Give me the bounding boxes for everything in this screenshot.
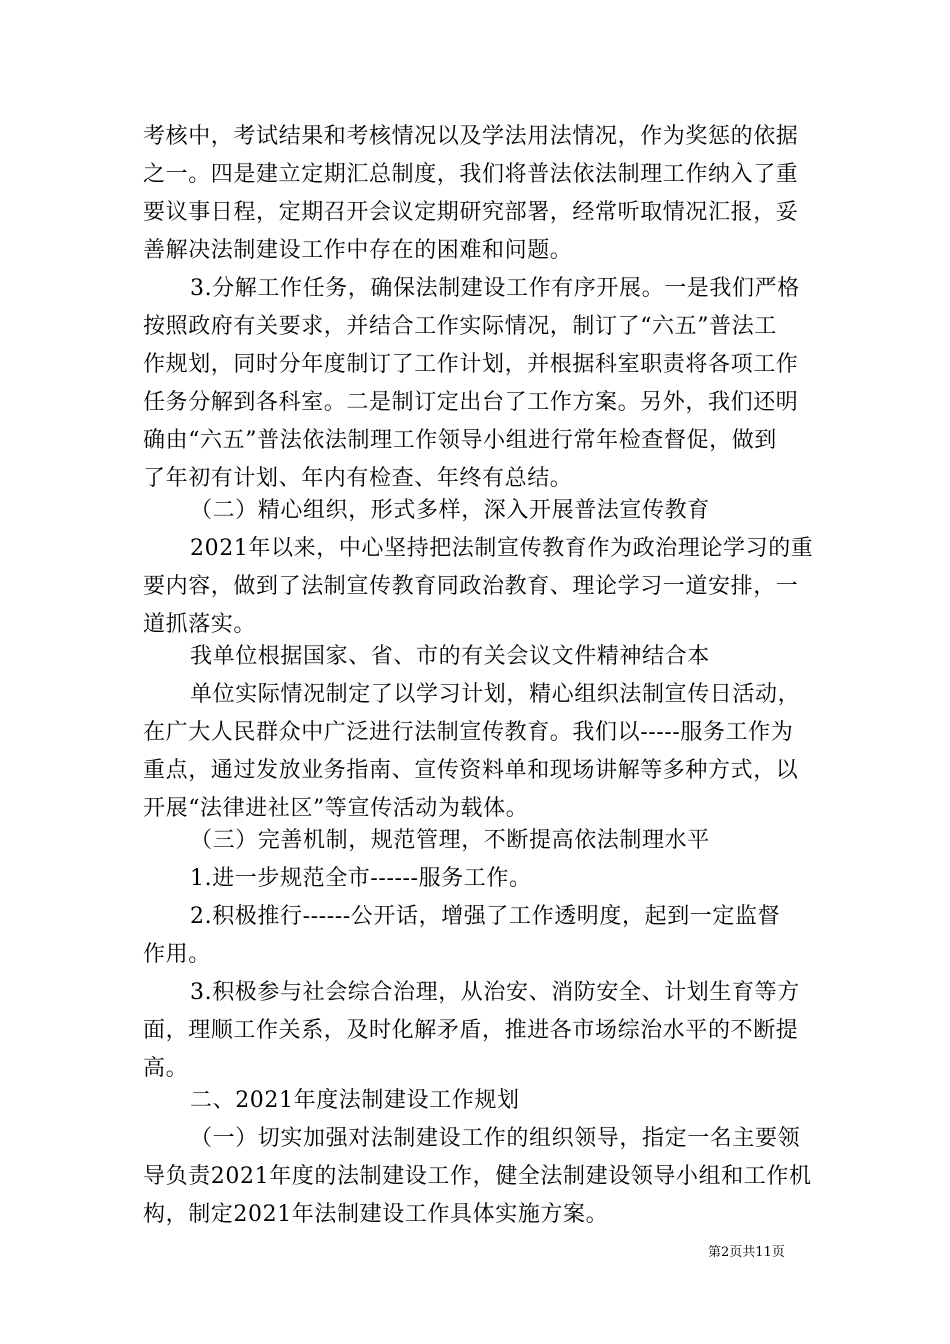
section-heading: 二、2021年度法制建设工作规划: [190, 1088, 520, 1113]
section-heading: （二）精心组织，形式多样，深入开展普法宣传教育: [190, 498, 710, 523]
text-line: 重点，通过发放业务指南、宣传资料单和现场讲解等多种方式，以: [143, 758, 799, 783]
text-line: 导负责2021年度的法制建设工作，健全法制建设领导小组和工作机: [143, 1164, 812, 1189]
paragraph-start: 单位实际情况制定了以学习计划，精心组织法制宣传日活动，: [190, 682, 801, 707]
section-heading: （三）完善机制，规范管理，不断提高依法制理水平: [190, 828, 710, 853]
text-line: 任务分解到各科室。二是制订定出台了工作方案。另外，我们还明: [143, 390, 799, 415]
text-line: 之一。四是建立定期汇总制度，我们将普法依法制理工作纳入了重: [143, 162, 799, 187]
list-item: 3.积极参与社会综合治理，从治安、消防安全、计划生育等方: [190, 980, 800, 1005]
text-line: 开展“法律进社区”等宣传活动为载体。: [143, 796, 529, 821]
text-line: 按照政府有关要求，并结合工作实际情况，制订了“六五”普法工: [143, 314, 777, 339]
text-line: 道抓落实。: [143, 612, 257, 637]
text-line: 构，制定2021年法制建设工作具体实施方案。: [143, 1202, 609, 1227]
text-line: 要内容，做到了法制宣传教育同政治教育、理论学习一道安排，一: [143, 574, 799, 599]
text-line: 确由“六五”普法依法制理工作领导小组进行常年检查督促，做到: [143, 428, 777, 453]
text-line: 高。: [143, 1056, 189, 1081]
text-line: 面，理顺工作关系，及时化解矛盾，推进各市场综治水平的不断提: [143, 1018, 799, 1043]
text-line: 了年初有计划、年内有检查、年终有总结。: [143, 466, 573, 491]
text-line: 善解决法制建设工作中存在的困难和问题。: [143, 238, 573, 263]
paragraph-start: 我单位根据国家、省、市的有关会议文件精神结合本: [190, 644, 710, 669]
paragraph-start: 3.分解工作任务，确保法制建设工作有序开展。一是我们严格: [190, 276, 800, 301]
paragraph-start: 2021年以来，中心坚持把法制宣传教育作为政治理论学习的重: [190, 536, 814, 561]
paragraph-start: （一）切实加强对法制建设工作的组织领导，指定一名主要领: [190, 1126, 801, 1151]
list-item: 2.积极推行------公开话，增强了工作透明度，起到一定监督: [190, 904, 781, 929]
text-line: 要议事日程，定期召开会议定期研究部署，经常听取情况汇报，妥: [143, 200, 799, 225]
list-item: 1.进一步规范全市------服务工作。: [190, 866, 532, 891]
text-line: 作用。: [143, 942, 211, 967]
text-line: 作规划，同时分年度制订了工作计划，并根据科室职责将各项工作: [143, 352, 799, 377]
text-line: 考核中，考试结果和考核情况以及学法用法情况，作为奖惩的依据: [143, 124, 799, 149]
text-line: 在广大人民群众中广泛进行法制宣传教育。我们以-----服务工作为: [143, 720, 794, 745]
page-footer: 第2页共11页: [708, 1245, 785, 1260]
